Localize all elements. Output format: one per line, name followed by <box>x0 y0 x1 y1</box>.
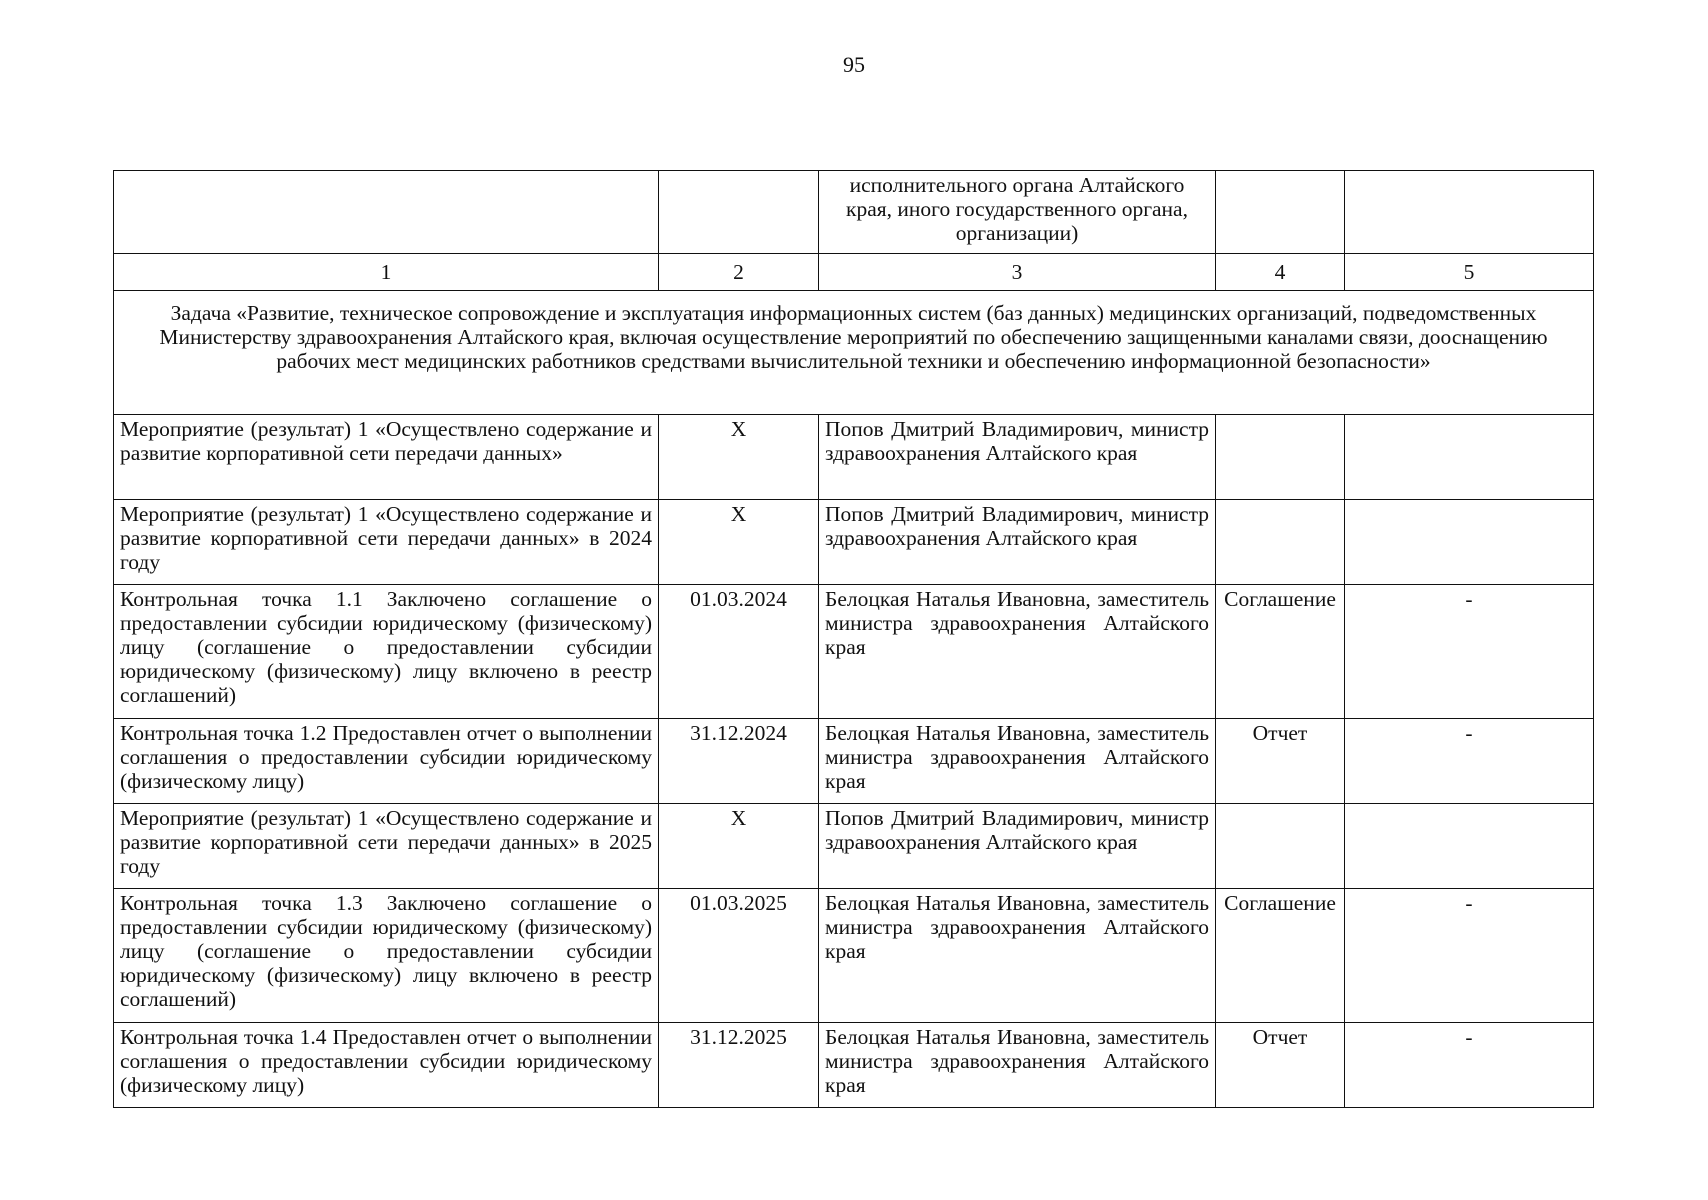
row-document: Отчет <box>1216 1023 1345 1108</box>
table-row <box>114 500 1594 585</box>
header-cell-4 <box>1216 171 1345 254</box>
table-row <box>114 1023 1594 1108</box>
row-info <box>1345 804 1594 889</box>
table-row <box>114 719 1594 804</box>
row-document <box>1216 804 1345 889</box>
row-date: 31.12.2024 <box>659 719 819 804</box>
table-row <box>114 415 1594 500</box>
row-date: X <box>659 415 819 500</box>
row-responsible: Белоцкая Наталья Ивановна, заместитель министра здравоохранения Алтайского края <box>819 1023 1216 1108</box>
column-number-row <box>114 254 1594 291</box>
column-number: 3 <box>819 254 1216 291</box>
header-cell-2 <box>659 171 819 254</box>
row-date: X <box>659 804 819 889</box>
task-row <box>114 291 1594 415</box>
row-responsible: Попов Дмитрий Владимирович, министр здравоохранения Алтайского края <box>819 804 1216 889</box>
row-name: Контрольная точка 1.3 Заключено соглашение о предоставлении субсидии юридическому (физическому) лицу (соглашение о предоставлении субсидии юридическому (физическому) лицу включено в реестр соглашений) <box>114 889 659 1023</box>
row-date: 01.03.2024 <box>659 585 819 719</box>
row-name: Мероприятие (результат) 1 «Осуществлено содержание и развитие корпоративной сети передачи данных» <box>114 415 659 500</box>
column-number: 2 <box>659 254 819 291</box>
row-name: Мероприятие (результат) 1 «Осуществлено содержание и развитие корпоративной сети передачи данных» в 2025 году <box>114 804 659 889</box>
row-responsible: Белоцкая Наталья Ивановна, заместитель министра здравоохранения Алтайского края <box>819 585 1216 719</box>
column-number: 5 <box>1345 254 1594 291</box>
row-info: - <box>1345 585 1594 719</box>
row-responsible: Белоцкая Наталья Ивановна, заместитель министра здравоохранения Алтайского края <box>819 719 1216 804</box>
column-number: 1 <box>114 254 659 291</box>
row-document <box>1216 415 1345 500</box>
row-document <box>1216 500 1345 585</box>
header-cell-5 <box>1345 171 1594 254</box>
row-name: Контрольная точка 1.2 Предоставлен отчет о выполнении соглашения о предоставлении субсидии юридическому (физическому лицу) <box>114 719 659 804</box>
row-name: Контрольная точка 1.1 Заключено соглашение о предоставлении субсидии юридическому (физическому) лицу (соглашение о предоставлении субсидии юридическому (физическому) лицу включено в реестр соглашений) <box>114 585 659 719</box>
row-info <box>1345 415 1594 500</box>
row-document: Соглашение <box>1216 585 1345 719</box>
table-row <box>114 889 1594 1023</box>
row-info: - <box>1345 1023 1594 1108</box>
row-name: Мероприятие (результат) 1 «Осуществлено содержание и развитие корпоративной сети передачи данных» в 2024 году <box>114 500 659 585</box>
table-row <box>114 585 1594 719</box>
header-cell-3: исполнительного органа Алтайского края, иного государственного органа, организации) <box>819 171 1216 254</box>
row-date: 31.12.2025 <box>659 1023 819 1108</box>
row-info <box>1345 500 1594 585</box>
row-name: Контрольная точка 1.4 Предоставлен отчет о выполнении соглашения о предоставлении субсидии юридическому (физическому лицу) <box>114 1023 659 1108</box>
column-number: 4 <box>1216 254 1345 291</box>
row-document: Соглашение <box>1216 889 1345 1023</box>
row-date: X <box>659 500 819 585</box>
plan-table <box>113 170 1594 1108</box>
row-responsible: Белоцкая Наталья Ивановна, заместитель министра здравоохранения Алтайского края <box>819 889 1216 1023</box>
row-document: Отчет <box>1216 719 1345 804</box>
row-responsible: Попов Дмитрий Владимирович, министр здравоохранения Алтайского края <box>819 415 1216 500</box>
task-text: Задача «Развитие, техническое сопровождение и эксплуатация информационных систем (баз данных) медицинских организаций, подведомственных Министерству здравоохранения Алтайского края, включая осуществление мероприятий по обеспечению защищенными каналами связи, дооснащению рабочих мест медицинских работников средствами вычислительной техники и обеспечению информационной безопасности» <box>114 291 1594 415</box>
row-responsible: Попов Дмитрий Владимирович, министр здравоохранения Алтайского края <box>819 500 1216 585</box>
table-header-row <box>114 171 1594 254</box>
page-number: 95 <box>843 52 865 77</box>
table-row <box>114 804 1594 889</box>
header-cell-1 <box>114 171 659 254</box>
row-date: 01.03.2025 <box>659 889 819 1023</box>
row-info: - <box>1345 719 1594 804</box>
row-info: - <box>1345 889 1594 1023</box>
